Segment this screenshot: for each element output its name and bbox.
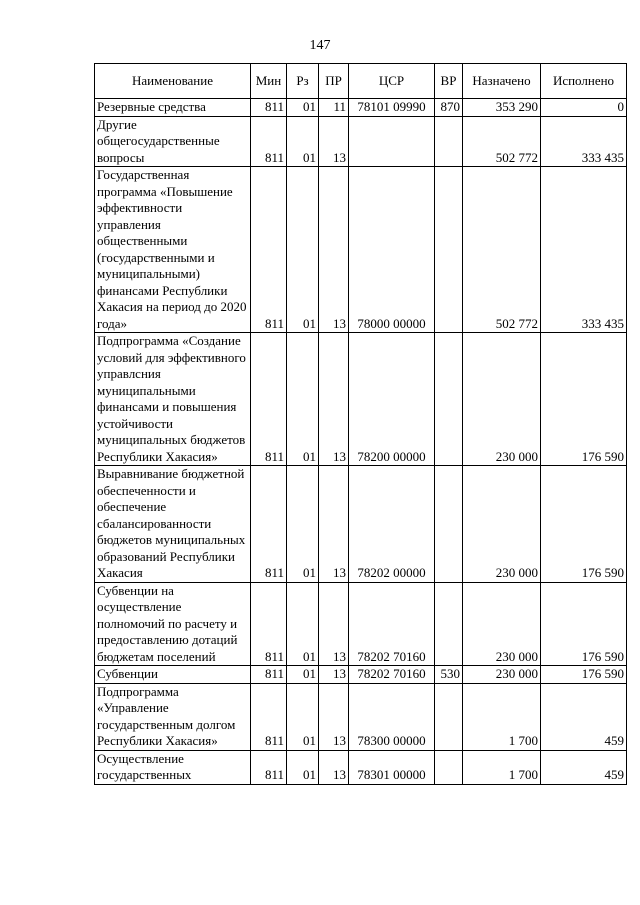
cell-rz: 01 bbox=[287, 466, 319, 583]
cell-vr bbox=[435, 333, 463, 466]
table-row bbox=[95, 683, 627, 750]
cell-executed: 176 590 bbox=[541, 466, 627, 583]
cell-rz: 01 bbox=[287, 582, 319, 666]
cell-name: Резервные средства bbox=[95, 99, 251, 117]
cell-csr: 78000 00000 bbox=[349, 167, 435, 333]
cell-pr: 13 bbox=[319, 466, 349, 583]
cell-executed: 459 bbox=[541, 683, 627, 750]
cell-min: 811 bbox=[251, 167, 287, 333]
cell-executed: 176 590 bbox=[541, 666, 627, 684]
header-min: Мин bbox=[251, 64, 287, 99]
cell-pr: 11 bbox=[319, 99, 349, 117]
cell-csr: 78300 00000 bbox=[349, 683, 435, 750]
cell-name: Субвенции bbox=[95, 666, 251, 684]
cell-min: 811 bbox=[251, 466, 287, 583]
cell-name: Субвенции на осуществление полномочий по расчету и предоставлению дотаций бюджетам поселений bbox=[95, 582, 251, 666]
cell-pr: 13 bbox=[319, 167, 349, 333]
cell-rz: 01 bbox=[287, 750, 319, 784]
table-row bbox=[95, 333, 627, 466]
cell-executed: 333 435 bbox=[541, 116, 627, 167]
cell-vr bbox=[435, 582, 463, 666]
cell-rz: 01 bbox=[287, 99, 319, 117]
cell-executed: 0 bbox=[541, 99, 627, 117]
table-row bbox=[95, 666, 627, 684]
cell-csr: 78202 70160 bbox=[349, 582, 435, 666]
cell-assigned: 230 000 bbox=[463, 333, 541, 466]
cell-executed: 176 590 bbox=[541, 333, 627, 466]
cell-min: 811 bbox=[251, 683, 287, 750]
cell-vr bbox=[435, 167, 463, 333]
cell-csr: 78101 09990 bbox=[349, 99, 435, 117]
cell-vr: 530 bbox=[435, 666, 463, 684]
cell-rz: 01 bbox=[287, 167, 319, 333]
cell-csr: 78301 00000 bbox=[349, 750, 435, 784]
cell-csr bbox=[349, 116, 435, 167]
cell-assigned: 1 700 bbox=[463, 750, 541, 784]
table-body bbox=[95, 99, 627, 785]
cell-min: 811 bbox=[251, 99, 287, 117]
cell-rz: 01 bbox=[287, 116, 319, 167]
header-rz: Рз bbox=[287, 64, 319, 99]
cell-pr: 13 bbox=[319, 666, 349, 684]
budget-table bbox=[94, 63, 627, 785]
cell-min: 811 bbox=[251, 750, 287, 784]
cell-assigned: 230 000 bbox=[463, 582, 541, 666]
cell-vr bbox=[435, 683, 463, 750]
cell-min: 811 bbox=[251, 666, 287, 684]
cell-assigned: 1 700 bbox=[463, 683, 541, 750]
cell-min: 811 bbox=[251, 116, 287, 167]
header-name: Наименование bbox=[95, 64, 251, 99]
cell-csr: 78202 70160 bbox=[349, 666, 435, 684]
cell-rz: 01 bbox=[287, 683, 319, 750]
header-row bbox=[95, 64, 627, 99]
cell-executed: 459 bbox=[541, 750, 627, 784]
cell-assigned: 353 290 bbox=[463, 99, 541, 117]
header-executed: Исполнено bbox=[541, 64, 627, 99]
table-row bbox=[95, 116, 627, 167]
header-assigned: Назначено bbox=[463, 64, 541, 99]
table-row bbox=[95, 750, 627, 784]
cell-vr bbox=[435, 466, 463, 583]
page-number: 147 bbox=[309, 38, 331, 53]
cell-assigned: 502 772 bbox=[463, 167, 541, 333]
header-csr: ЦСР bbox=[349, 64, 435, 99]
table-row bbox=[95, 167, 627, 333]
table-row bbox=[95, 466, 627, 583]
cell-assigned: 502 772 bbox=[463, 116, 541, 167]
cell-pr: 13 bbox=[319, 116, 349, 167]
cell-assigned: 230 000 bbox=[463, 466, 541, 583]
table-row bbox=[95, 99, 627, 117]
cell-vr: 870 bbox=[435, 99, 463, 117]
table-row bbox=[95, 582, 627, 666]
cell-csr: 78200 00000 bbox=[349, 333, 435, 466]
cell-executed: 176 590 bbox=[541, 582, 627, 666]
cell-name: Подпрограмма «Управление государственным долгом Республики Хакасия» bbox=[95, 683, 251, 750]
cell-vr bbox=[435, 116, 463, 167]
cell-rz: 01 bbox=[287, 333, 319, 466]
cell-name: Другие общегосударственные вопросы bbox=[95, 116, 251, 167]
cell-pr: 13 bbox=[319, 683, 349, 750]
cell-min: 811 bbox=[251, 333, 287, 466]
cell-name: Выравнивание бюджетной обеспеченности и обеспечение сбалансированности бюджетов муниципальных образований Республики Хакасия bbox=[95, 466, 251, 583]
cell-rz: 01 bbox=[287, 666, 319, 684]
cell-name: Государственная программа «Повышение эффективности управления общественными (государственными и муниципальными) финансами Республики Хакасия на период до 2020 года» bbox=[95, 167, 251, 333]
cell-name: Подпрограмма «Создание условий для эффективного управлсния муниципальными финансами и повышения устойчивости муниципальных бюджетов Республики Хакасия» bbox=[95, 333, 251, 466]
cell-min: 811 bbox=[251, 582, 287, 666]
cell-assigned: 230 000 bbox=[463, 666, 541, 684]
cell-pr: 13 bbox=[319, 333, 349, 466]
cell-vr bbox=[435, 750, 463, 784]
cell-executed: 333 435 bbox=[541, 167, 627, 333]
header-pr: ПР bbox=[319, 64, 349, 99]
cell-csr: 78202 00000 bbox=[349, 466, 435, 583]
header-vr: ВР bbox=[435, 64, 463, 99]
cell-pr: 13 bbox=[319, 750, 349, 784]
cell-name: Осуществление государственных bbox=[95, 750, 251, 784]
cell-pr: 13 bbox=[319, 582, 349, 666]
